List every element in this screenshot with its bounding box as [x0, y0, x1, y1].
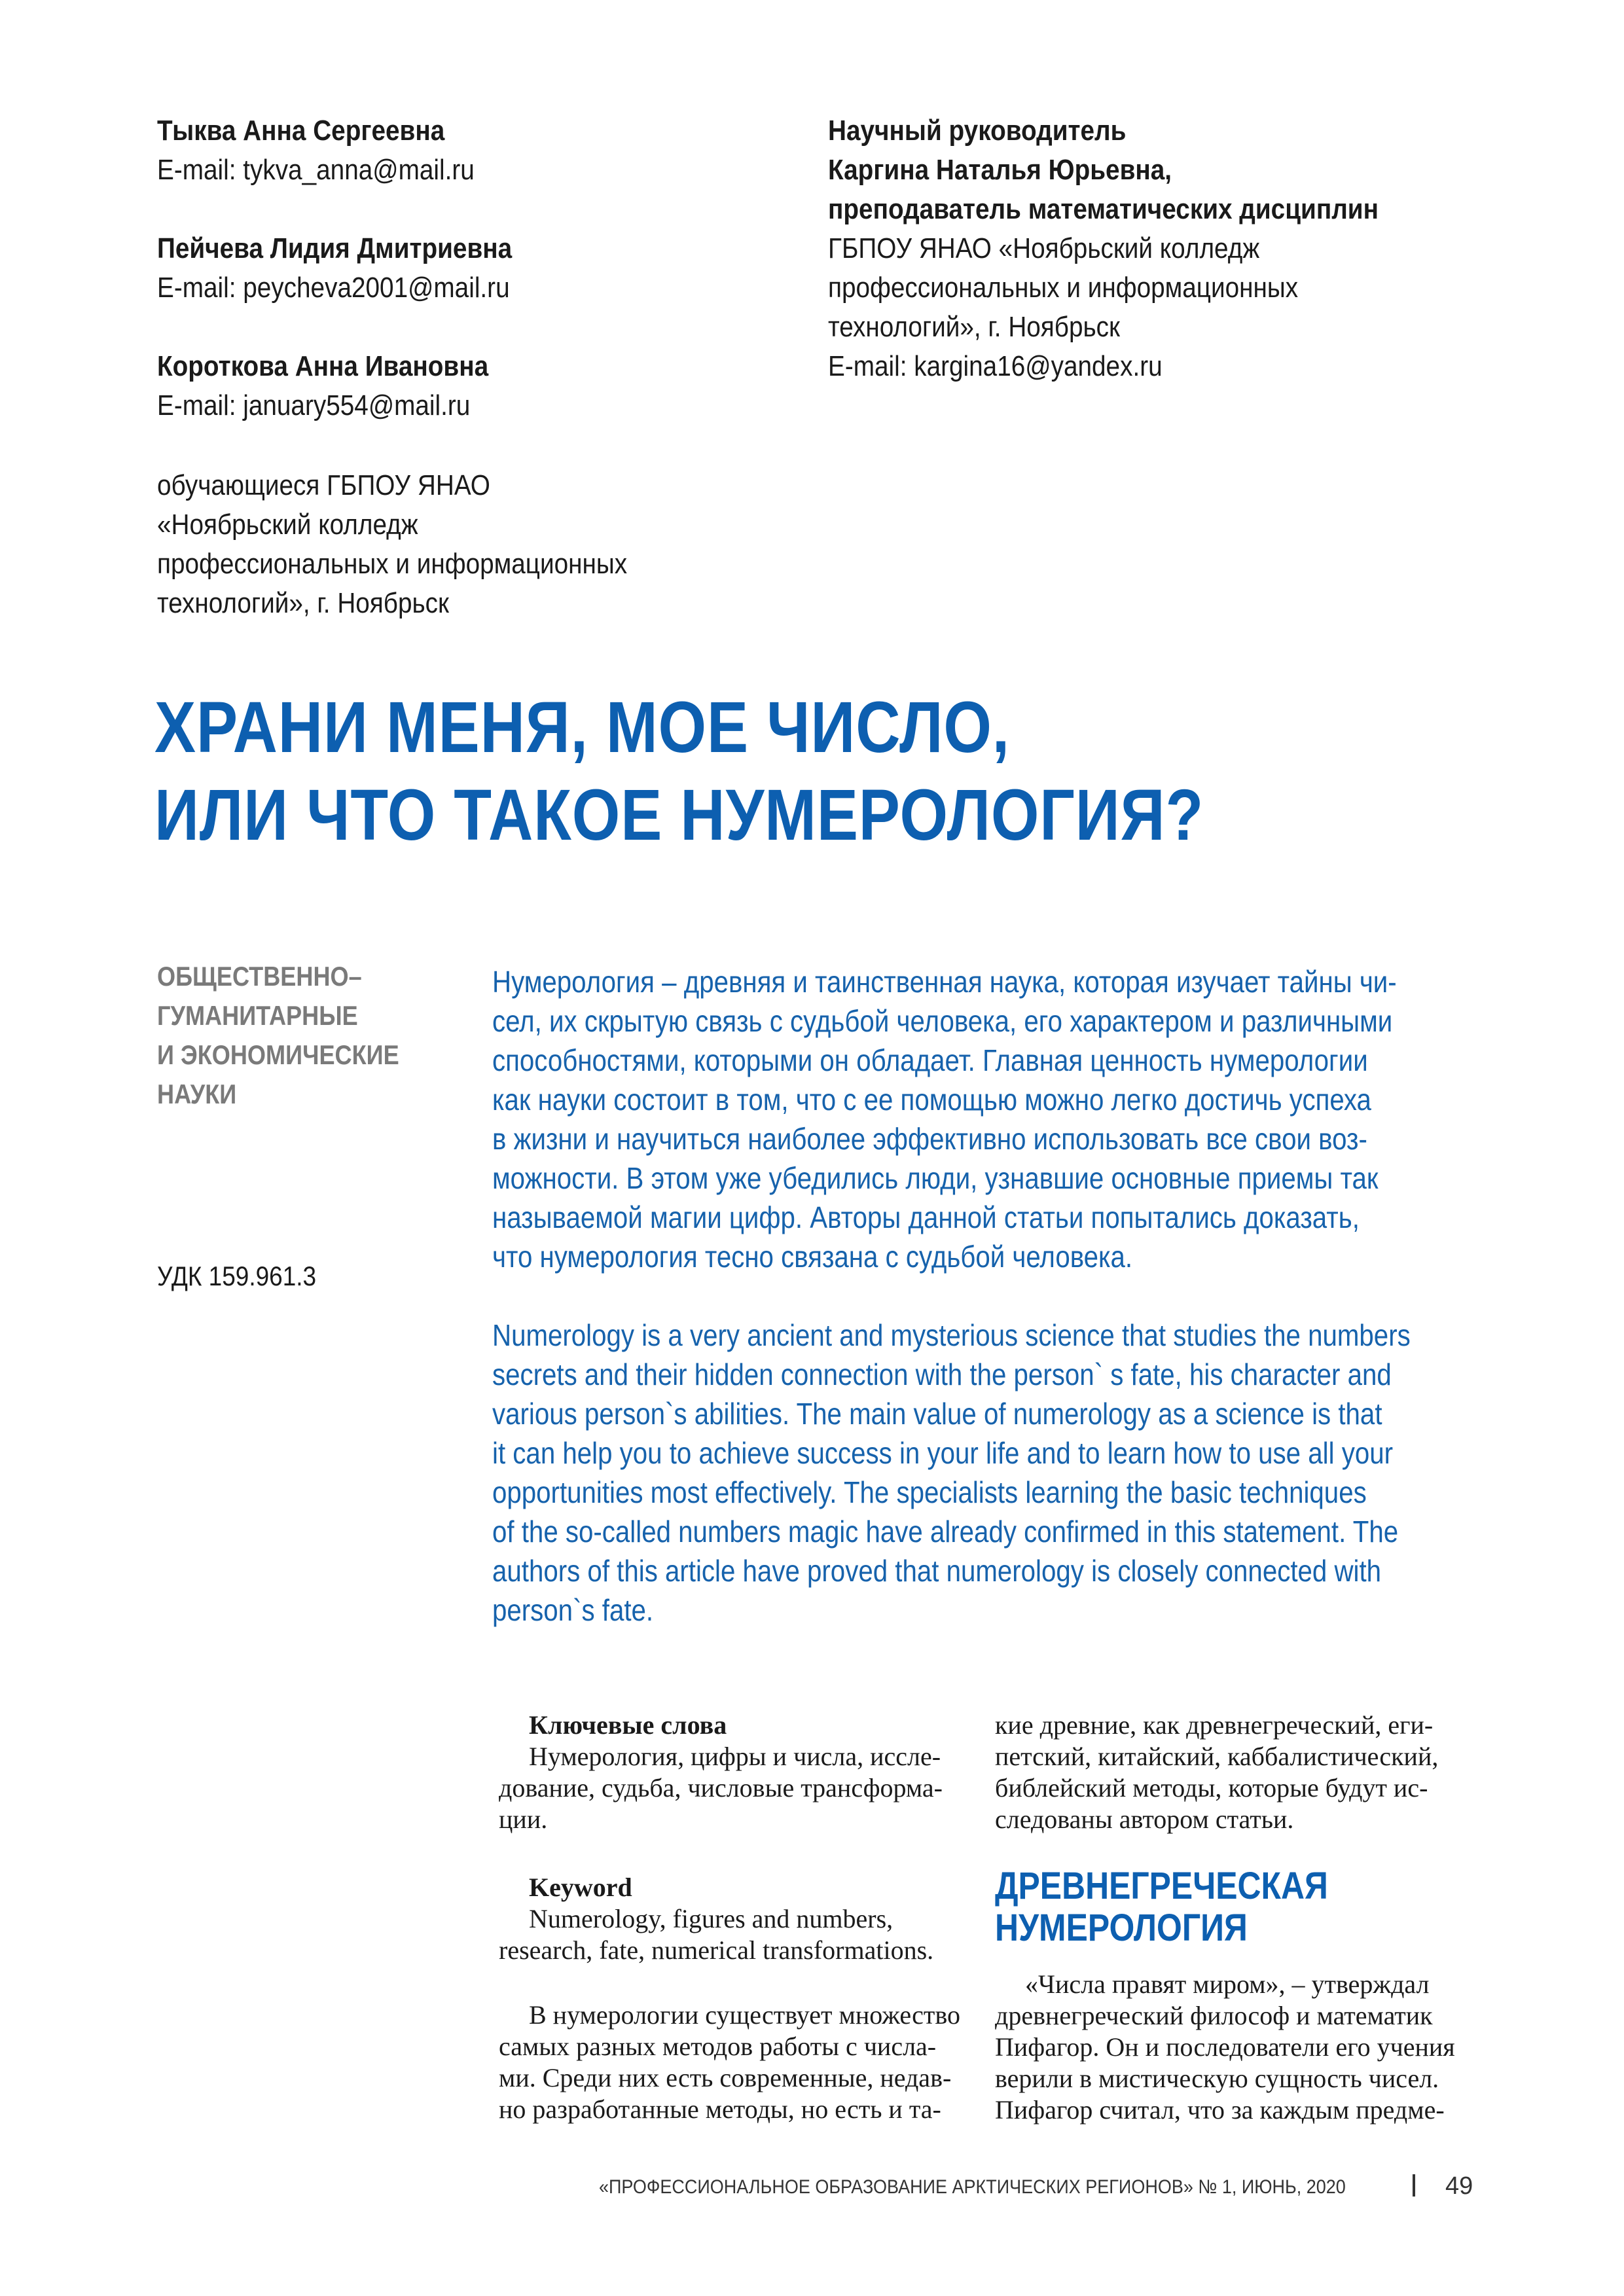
- rubric-line: ГУМАНИТАРНЫЕ: [157, 1000, 358, 1031]
- body-line: петский, китайский, каббалистический,: [995, 1742, 1439, 1771]
- abstract-line: называемой магии цифр. Авторы данной статьи попытались доказать,: [492, 1200, 1360, 1234]
- author-2: [157, 229, 560, 308]
- supervisor-line: профессиональных и информационных: [828, 272, 1299, 304]
- supervisor-name: Каргина Наталья Юрьевна,: [828, 154, 1172, 186]
- rubric-line: И ЭКОНОМИЧЕСКИЕ: [157, 1039, 399, 1070]
- affiliation-line: обучающиеся ГБПОУ ЯНАО: [157, 469, 490, 501]
- title-line: ИЛИ ЧТО ТАКОЕ НУМЕРОЛОГИЯ?: [154, 775, 1204, 855]
- abstract-line: person`s fate.: [492, 1593, 654, 1627]
- keywords-heading: Ключевые слова: [529, 1710, 727, 1740]
- rubric-line: ОБЩЕСТВЕННО–: [157, 961, 362, 992]
- body-line: «Числа правят миром», – утверждал: [1025, 1969, 1430, 1999]
- keywords-heading: Keyword: [529, 1873, 632, 1902]
- abstract-line: it can help you to achieve success in your life and to learn how to use all your: [492, 1436, 1393, 1470]
- abstract-en: [492, 1316, 1542, 1630]
- abstract-line: secrets and their hidden connection with the person` s fate, his character and: [492, 1357, 1392, 1391]
- author-affiliation: [157, 466, 691, 623]
- author-1: [157, 111, 518, 190]
- body-line: Пифагор. Он и последователи его учения: [995, 2032, 1455, 2062]
- affiliation-line: «Ноябрьский колледж: [157, 509, 418, 541]
- supervisor-email: E-mail: kargina16@yandex.ru: [828, 350, 1163, 382]
- body-line: но разработанные методы, но есть и та-: [499, 2094, 941, 2124]
- abstract-line: authors of this article have proved that numerology is closely connected with: [492, 1554, 1382, 1588]
- section-heading-line: НУМЕРОЛОГИЯ: [995, 1907, 1248, 1949]
- keywords-line: Нумерология, цифры и числа, иссле-: [529, 1742, 941, 1771]
- abstract-line: various person`s abilities. The main value of numerology as a science is that: [492, 1397, 1382, 1431]
- abstract-ru: [492, 962, 1526, 1276]
- footer-journal: «ПРОФЕССИОНАЛЬНОЕ ОБРАЗОВАНИЕ АРКТИЧЕСКИХ РЕГИОНОВ» № 1, ИЮНЬ, 2020: [599, 2176, 1346, 2198]
- author-email: E-mail: peycheva2001@mail.ru: [157, 272, 510, 304]
- supervisor-position: преподаватель математических дисциплин: [828, 193, 1379, 225]
- page-number: 49: [1445, 2172, 1473, 2200]
- abstract-line: можности. В этом уже убедились люди, узнавшие основные приемы так: [492, 1161, 1379, 1195]
- body-line: ми. Среди них есть современные, недав-: [499, 2063, 952, 2092]
- affiliation-line: технологий», г. Ноябрьск: [157, 587, 449, 619]
- keywords-line: research, fate, numerical transformations.: [499, 1935, 934, 1965]
- author-name: Пейчева Лидия Дмитриевна: [157, 232, 513, 264]
- supervisor-line: ГБПОУ ЯНАО «Ноябрьский колледж: [828, 232, 1260, 264]
- body-line: библейский методы, которые будут ис-: [995, 1773, 1428, 1803]
- body-line: верили в мистическую сущность чисел.: [995, 2064, 1439, 2093]
- keywords-line: Numerology, figures and numbers,: [529, 1904, 893, 1933]
- right-column-continuation: [995, 1710, 1438, 1835]
- author-3: [157, 347, 533, 425]
- affiliation-line: профессиональных и информационных: [157, 548, 628, 580]
- article-title: [154, 684, 1375, 859]
- abstract-line: в жизни и научиться наиболее эффективно использовать все свои воз-: [492, 1122, 1367, 1156]
- supervisor-label: Научный руководитель: [828, 115, 1127, 147]
- abstract-line: как науки состоит в том, что с ее помощью можно легко достичь успеха: [492, 1083, 1371, 1117]
- section-paragraph: [995, 1969, 1455, 2126]
- abstract-line: сел, их скрытую связь с судьбой человека, его характером и различными: [492, 1004, 1393, 1038]
- author-email: E-mail: tykva_anna@mail.ru: [157, 154, 475, 186]
- footer-divider: [1413, 2174, 1415, 2197]
- section-heading-line: ДРЕВНЕГРЕЧЕСКАЯ: [995, 1865, 1328, 1907]
- title-line: ХРАНИ МЕНЯ, МОЕ ЧИСЛО,: [154, 687, 1010, 768]
- section-heading: [995, 1865, 1382, 1949]
- abstract-line: Numerology is a very ancient and mysterious science that studies the numbers: [492, 1318, 1411, 1352]
- author-name: Короткова Анна Ивановна: [157, 350, 489, 382]
- abstract-line: что нумерология тесно связана с судьбой человека.: [492, 1240, 1133, 1274]
- body-line: самых разных методов работы с числа-: [499, 2032, 937, 2061]
- keywords-en: [499, 1872, 933, 1966]
- author-email: E-mail: january554@mail.ru: [157, 389, 471, 422]
- body-line: Пифагор считал, что за каждым предме-: [995, 2095, 1445, 2125]
- body-line: древнегреческий философ и математик: [995, 2001, 1433, 2030]
- body-line: В нумерологии существует множество: [529, 2000, 960, 2030]
- abstract-line: Нумерология – древняя и таинственная наука, которая изучает тайны чи-: [492, 965, 1397, 999]
- supervisor-block: [828, 111, 1454, 386]
- udk: УДК 159.961.3: [157, 1261, 317, 1291]
- keywords-ru: [499, 1710, 943, 1835]
- body-line: кие древние, как древнегреческий, еги-: [995, 1710, 1434, 1740]
- abstract-line: способностями, которыми он обладает. Главная ценность нумерологии: [492, 1043, 1368, 1077]
- supervisor-line: технологий», г. Ноябрьск: [828, 311, 1120, 343]
- author-name: Тыква Анна Сергеевна: [157, 115, 445, 147]
- rubric: [157, 957, 439, 1114]
- keywords-line: ции.: [499, 1804, 548, 1834]
- abstract-line: opportunities most effectively. The specialists learning the basic techniques: [492, 1475, 1367, 1509]
- intro-paragraph: [499, 2000, 960, 2125]
- rubric-line: НАУКИ: [157, 1079, 237, 1109]
- abstract-line: of the so-called numbers magic have already confirmed in this statement. The: [492, 1515, 1399, 1549]
- keywords-line: дование, судьба, числовые трансформа-: [499, 1773, 943, 1803]
- body-line: следованы автором статьи.: [995, 1804, 1294, 1834]
